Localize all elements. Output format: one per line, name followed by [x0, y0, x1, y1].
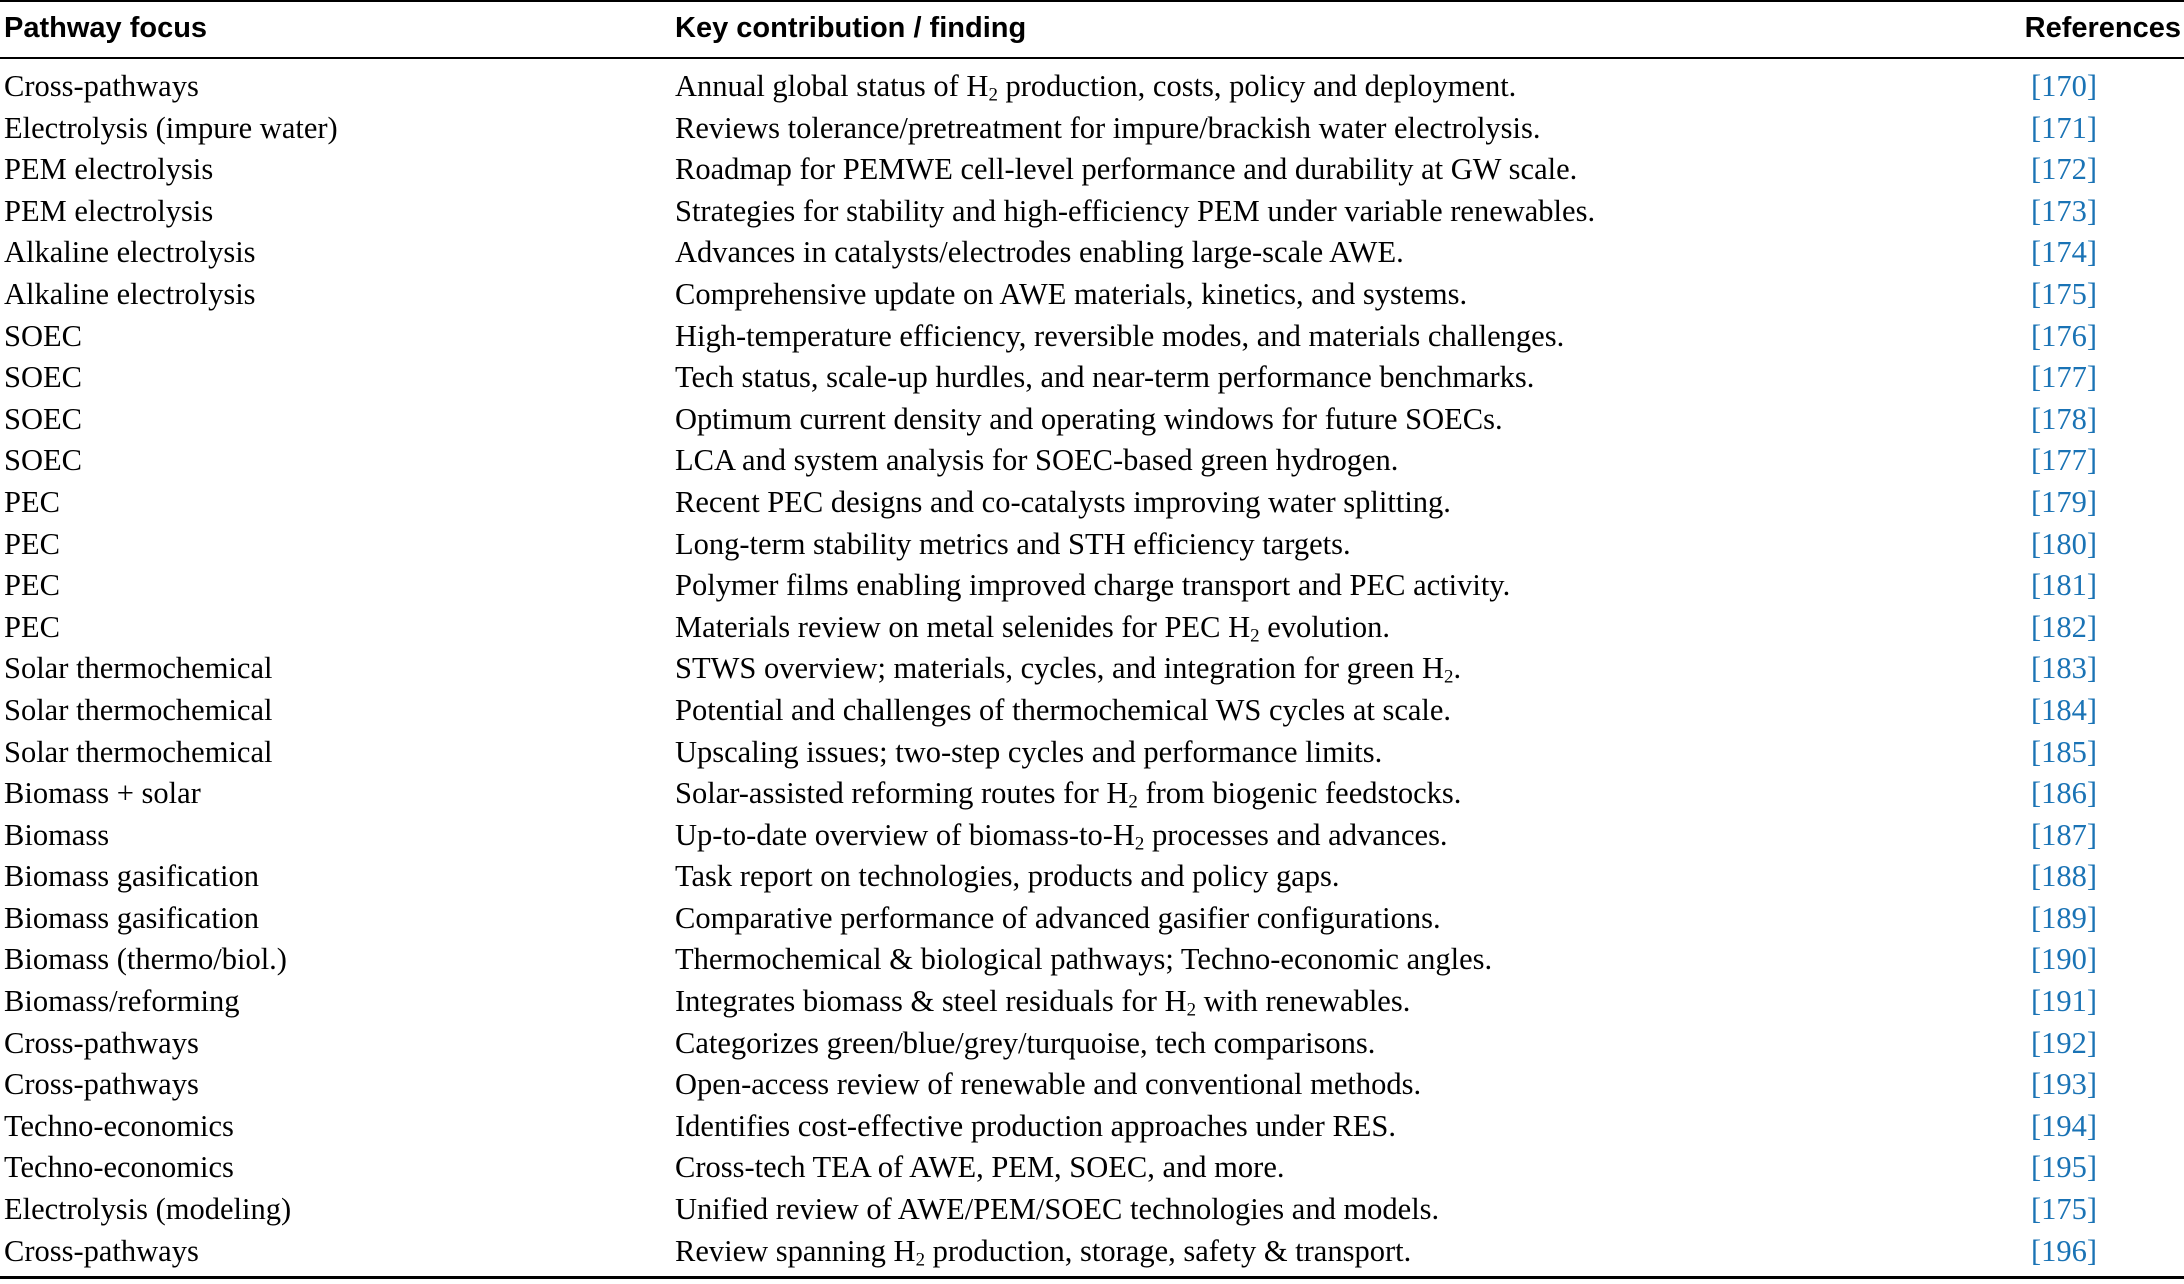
cell-key-contribution: Open-access review of renewable and conventional methods. — [675, 1067, 1422, 1102]
cell-pathway-focus: SOEC — [4, 318, 82, 353]
cell-pathway-focus: PEM electrolysis — [4, 152, 214, 187]
cell-pathway-focus: PEC — [4, 526, 60, 561]
table-row — [0, 399, 2184, 441]
cell-key-contribution: Integrates biomass & steel residuals for $H_2$ with renewables. — [675, 984, 1411, 1021]
cell-pathway-focus: Techno-economics — [4, 1108, 234, 1143]
reference-link[interactable]: [194] — [2031, 1108, 2098, 1143]
header-key-contribution: Key contribution / finding — [675, 12, 1027, 44]
cell-pathway-focus: Biomass (thermo/biol.) — [4, 942, 287, 977]
cell-pathway-focus: PEC — [4, 568, 60, 603]
cell-pathway-focus: Solar thermochemical — [4, 651, 273, 686]
cell-pathway-focus: Cross-pathways — [4, 1025, 199, 1060]
cell-key-contribution: Up-to-date overview of biomass-$to-H_2$ processes and advances. — [675, 817, 1448, 855]
reference-link[interactable]: [185] — [2031, 734, 2098, 769]
table-row — [0, 648, 2184, 690]
table-row — [0, 316, 2184, 358]
table-row — [0, 939, 2184, 981]
reference-link[interactable]: [174] — [2031, 235, 2098, 270]
cell-pathway-focus: Alkaline electrolysis — [4, 276, 256, 311]
table-row — [0, 565, 2184, 607]
table-header-rule — [0, 57, 2184, 59]
table-row — [0, 1147, 2184, 1189]
table-row — [0, 191, 2184, 233]
table-row — [0, 232, 2184, 274]
header-pathway-focus: Pathway focus — [4, 12, 208, 44]
reference-link[interactable]: [177] — [2031, 443, 2098, 478]
reference-link[interactable]: [175] — [2031, 276, 2098, 311]
reference-link[interactable]: [193] — [2031, 1067, 2098, 1102]
table-row — [0, 815, 2184, 857]
cell-pathway-focus: PEC — [4, 609, 60, 644]
cell-pathway-focus: Solar thermochemical — [4, 734, 273, 769]
cell-key-contribution: Review spanning $H_2$ production, storage, safety & transport. — [675, 1233, 1412, 1271]
table-row — [0, 108, 2184, 150]
reference-link[interactable]: [189] — [2031, 900, 2098, 935]
cell-pathway-focus: PEC — [4, 484, 60, 519]
cell-pathway-focus: Biomass/reforming — [4, 984, 240, 1019]
reference-link[interactable]: [191] — [2031, 984, 2098, 1019]
table-row — [0, 732, 2184, 774]
cell-pathway-focus: Solar thermochemical — [4, 692, 273, 727]
table-row — [0, 274, 2184, 316]
table-header — [0, 0, 2184, 57]
cell-pathway-focus: Biomass — [4, 817, 110, 852]
cell-pathway-focus: Electrolysis (impure water) — [4, 110, 338, 145]
reference-link[interactable]: [177] — [2031, 360, 2098, 395]
cell-key-contribution: LCA and system analysis for SOEC-based green hydrogen. — [675, 443, 1399, 478]
cell-pathway-focus: PEM electrolysis — [4, 193, 214, 228]
reference-link[interactable]: [188] — [2031, 859, 2098, 894]
table-row — [0, 898, 2184, 940]
reference-link[interactable]: [186] — [2031, 776, 2098, 811]
cell-key-contribution: Categorizes green/blue/grey/turquoise, tech comparisons. — [675, 1025, 1376, 1060]
reference-link[interactable]: [175] — [2031, 1192, 2098, 1227]
cell-pathway-focus: Alkaline electrolysis — [4, 235, 256, 270]
cell-key-contribution: Solar-assisted reforming routes for $H_2$ from biogenic feedstocks. — [675, 776, 1462, 813]
cell-pathway-focus: SOEC — [4, 401, 82, 436]
cell-key-contribution: Potential and challenges of thermochemical WS cycles at scale. — [675, 692, 1452, 727]
reference-link[interactable]: [176] — [2031, 318, 2098, 353]
cell-key-contribution: Comprehensive update on AWE materials, kinetics, and systems. — [675, 276, 1468, 311]
cell-key-contribution: Unified review of AWE/PEM/SOEC technologies and models. — [675, 1192, 1440, 1227]
cell-pathway-focus: Cross-pathways — [4, 1067, 199, 1102]
cell-key-contribution: Task report on technologies, products and policy gaps. — [675, 859, 1340, 894]
header-references: References — [2024, 12, 2181, 44]
cell-key-contribution: Roadmap for PEMWE cell-level performance and durability at GW scale. — [675, 152, 1578, 187]
reference-link[interactable]: [187] — [2031, 817, 2098, 852]
cell-key-contribution: Optimum current density and operating windows for future SOECs. — [675, 401, 1503, 436]
cell-pathway-focus: Cross-pathways — [4, 69, 199, 103]
cell-key-contribution: Comparative performance of advanced gasifier configurations. — [675, 900, 1441, 935]
table-row — [0, 66, 2184, 108]
reference-link[interactable]: [195] — [2031, 1150, 2098, 1185]
cell-key-contribution: Advances in catalysts/electrodes enabling large-scale AWE. — [675, 235, 1404, 270]
cell-key-contribution: Polymer films enabling improved charge transport and PEC activity. — [675, 568, 1511, 603]
table-row — [0, 1189, 2184, 1231]
table-row — [0, 607, 2184, 649]
table-row — [0, 981, 2184, 1023]
table-row — [0, 1106, 2184, 1148]
cell-key-contribution: Long-term stability metrics and STH efficiency targets. — [675, 526, 1351, 561]
table-row — [0, 440, 2184, 482]
table-row — [0, 1231, 2184, 1273]
cell-key-contribution: Thermochemical & biological pathways; Techno-economic angles. — [675, 942, 1493, 977]
table-row — [0, 524, 2184, 566]
reference-link[interactable]: [182] — [2031, 609, 2098, 644]
cell-pathway-focus: Cross-pathways — [4, 1233, 199, 1268]
cell-key-contribution: Upscaling issues; two-step cycles and performance limits. — [675, 734, 1383, 769]
reference-link[interactable]: [183] — [2031, 651, 2098, 686]
cell-key-contribution: STWS overview; materials, cycles, and integration for green $H_2$. — [675, 651, 1462, 689]
cell-key-contribution: Annual global status of $H_2$ production, costs, policy and deployment. — [675, 69, 1517, 106]
reference-link[interactable]: [190] — [2031, 942, 2098, 977]
cell-pathway-focus: Biomass gasification — [4, 859, 259, 894]
reference-link[interactable]: [179] — [2031, 484, 2098, 519]
cell-pathway-focus: SOEC — [4, 443, 82, 478]
cell-pathway-focus: Biomass gasification — [4, 900, 259, 935]
reference-link[interactable]: [170] — [2031, 69, 2098, 103]
table-row — [0, 357, 2184, 399]
reference-link[interactable]: [181] — [2031, 568, 2098, 603]
cell-key-contribution: Tech status, scale-up hurdles, and near-term performance benchmarks. — [675, 360, 1535, 395]
cell-key-contribution: Materials review on metal selenides for PEC $H_2$ evolution. — [675, 609, 1391, 647]
cell-key-contribution: Identifies cost-effective production approaches under RES. — [675, 1108, 1397, 1143]
cell-key-contribution: Cross-tech TEA of AWE, PEM, SOEC, and more. — [675, 1150, 1285, 1185]
cell-pathway-focus: Biomass + solar — [4, 776, 201, 811]
table-row — [0, 149, 2184, 191]
reference-link[interactable]: [178] — [2031, 401, 2098, 436]
reference-link[interactable]: [171] — [2031, 110, 2098, 145]
cell-pathway-focus: Electrolysis (modeling) — [4, 1192, 292, 1227]
table-body — [0, 66, 2184, 1272]
reference-link[interactable]: [184] — [2031, 692, 2098, 727]
reference-link[interactable]: [192] — [2031, 1025, 2098, 1060]
reference-link[interactable]: [173] — [2031, 193, 2098, 228]
reference-link[interactable]: [196] — [2031, 1233, 2098, 1268]
reference-link[interactable]: [180] — [2031, 526, 2098, 561]
cell-key-contribution: High-temperature efficiency, reversible modes, and materials challenges. — [675, 318, 1565, 353]
cell-pathway-focus: Techno-economics — [4, 1150, 234, 1185]
cell-key-contribution: Reviews tolerance/pretreatment for impure/brackish water electrolysis. — [675, 110, 1541, 145]
table-row — [0, 1064, 2184, 1106]
table-row — [0, 773, 2184, 815]
cell-pathway-focus: SOEC — [4, 360, 82, 395]
table-bottom-rule — [0, 1276, 2184, 1279]
table-row — [0, 690, 2184, 732]
table-row — [0, 856, 2184, 898]
cell-key-contribution: Recent PEC designs and co-catalysts improving water splitting. — [675, 484, 1451, 519]
table-row — [0, 1023, 2184, 1065]
cell-key-contribution: Strategies for stability and high-efficiency PEM under variable renewables. — [675, 193, 1596, 228]
reference-link[interactable]: [172] — [2031, 152, 2098, 187]
table-row — [0, 482, 2184, 524]
